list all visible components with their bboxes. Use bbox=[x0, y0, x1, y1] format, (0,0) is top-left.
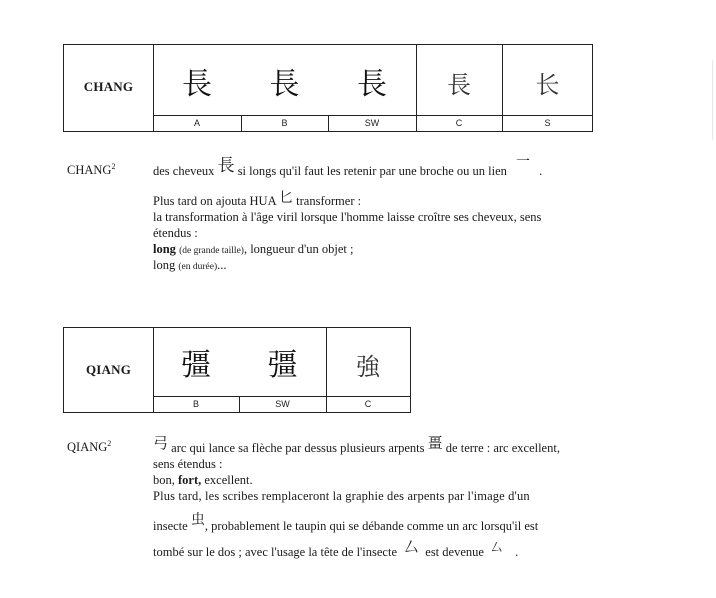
chang-line5-rest: , longueur d'un objet ; bbox=[243, 242, 354, 256]
chang-glyph-b: 長 bbox=[269, 67, 300, 102]
chang-label-s: S bbox=[544, 118, 551, 128]
qiang-label-b: B bbox=[192, 399, 199, 409]
qiang-bold-fort: fort, bbox=[178, 473, 202, 487]
chang-glyph-sw: 長 bbox=[357, 67, 387, 102]
chang-character-table bbox=[63, 44, 593, 132]
qiang-line6-text-a: tombé sur le dos ; avec l'usage la tête de l'insecte bbox=[153, 545, 398, 559]
chang-glyph-a: 長 bbox=[182, 67, 212, 102]
chang-line2-text-a: Plus tard on ajouta HUA bbox=[153, 194, 276, 208]
qiang-inline-glyph-insecte: 虫 bbox=[190, 512, 205, 528]
chang-line6-text-a: long bbox=[153, 258, 176, 272]
qiang-entry-heading bbox=[67, 439, 111, 455]
chang-line-3: la transformation à l'âge viril lorsque l'homme laisse croître ses cheveux, sens bbox=[153, 210, 542, 224]
qiang-inline-glyph-arpents: 畺 bbox=[427, 434, 443, 452]
chang-bold-long: long bbox=[153, 242, 176, 256]
chang-label-a: A bbox=[193, 118, 200, 128]
chang-line6-small: (en durée) bbox=[178, 262, 218, 272]
qiang-inline-glyph-bow: 弓 bbox=[153, 434, 169, 452]
chang-table-heading: CHANG bbox=[83, 79, 134, 94]
qiang-label-sw: SW bbox=[275, 399, 290, 409]
chang-line1-text-a: des cheveux bbox=[153, 164, 215, 178]
chang-entry-sup: 2 bbox=[111, 161, 116, 171]
qiang-table-heading: QIANG bbox=[85, 362, 132, 377]
qiang-line6-text-c: . bbox=[515, 545, 519, 559]
qiang-glyph-sw: 彊 bbox=[267, 348, 298, 383]
chang-line-6 bbox=[153, 257, 227, 275]
chang-line-4: étendus : bbox=[153, 226, 198, 240]
chang-entry-heading bbox=[67, 162, 115, 178]
qiang-glyph-c: 強 bbox=[356, 353, 380, 381]
chang-line1-text-b: si longs qu'il faut les retenir par une broche ou un lien bbox=[237, 164, 507, 178]
chang-line6-text-b: ... bbox=[217, 258, 227, 272]
chang-label-sw: SW bbox=[364, 118, 380, 128]
qiang-inline-glyph-si: 厶 bbox=[491, 541, 503, 554]
qiang-line1-text-a: arc qui lance sa flèche par dessus plusieurs arpents bbox=[171, 441, 425, 455]
chang-line5-small: (de grande taille) bbox=[179, 246, 244, 256]
chang-inline-glyph-hair: 長 bbox=[217, 156, 235, 176]
chang-inline-glyph-hua: 匕 bbox=[279, 190, 294, 206]
chang-glyph-c: 長 bbox=[447, 71, 471, 99]
qiang-line6-text-b: est devenue bbox=[425, 545, 484, 559]
chang-label-b: B bbox=[281, 118, 288, 128]
qiang-entry-word: QIANG bbox=[67, 440, 108, 454]
qiang-line-6 bbox=[153, 540, 519, 561]
qiang-label-c: C bbox=[364, 399, 372, 409]
qiang-line5-text-a: insecte bbox=[153, 519, 188, 533]
chang-line-2 bbox=[153, 190, 362, 209]
qiang-line-1 bbox=[153, 434, 560, 456]
chang-line-1 bbox=[153, 154, 543, 179]
chang-glyph-s: 长 bbox=[535, 71, 560, 99]
chang-line2-text-b: transformer : bbox=[296, 194, 362, 208]
qiang-line-5 bbox=[153, 512, 539, 534]
qiang-inline-glyph-head: 厶 bbox=[404, 540, 419, 556]
qiang-line-4: Plus tard, les scribes remplaceront la graphie des arpents par l'image d'un bbox=[153, 489, 530, 503]
qiang-line3-text-a: bon, bbox=[153, 473, 175, 487]
qiang-line5-text-b: , probablement le taupin qui se débande comme un arc lorsqu'il est bbox=[204, 519, 539, 533]
chang-line1-text-c: . bbox=[539, 164, 543, 178]
scan-edge bbox=[712, 60, 713, 140]
qiang-glyph-b: 彊 bbox=[181, 348, 211, 383]
chang-entry-word: CHANG bbox=[67, 163, 112, 177]
qiang-character-table bbox=[63, 327, 411, 413]
qiang-entry-sup: 2 bbox=[107, 438, 112, 448]
chang-inline-glyph-lien: 一 bbox=[516, 154, 531, 170]
qiang-line3-text-b: excellent. bbox=[204, 473, 253, 487]
chang-label-c: C bbox=[455, 118, 463, 128]
qiang-line1-text-b: de terre : arc excellent, bbox=[445, 441, 560, 455]
qiang-line-3 bbox=[153, 472, 253, 488]
qiang-line-2: sens étendus : bbox=[153, 457, 223, 471]
